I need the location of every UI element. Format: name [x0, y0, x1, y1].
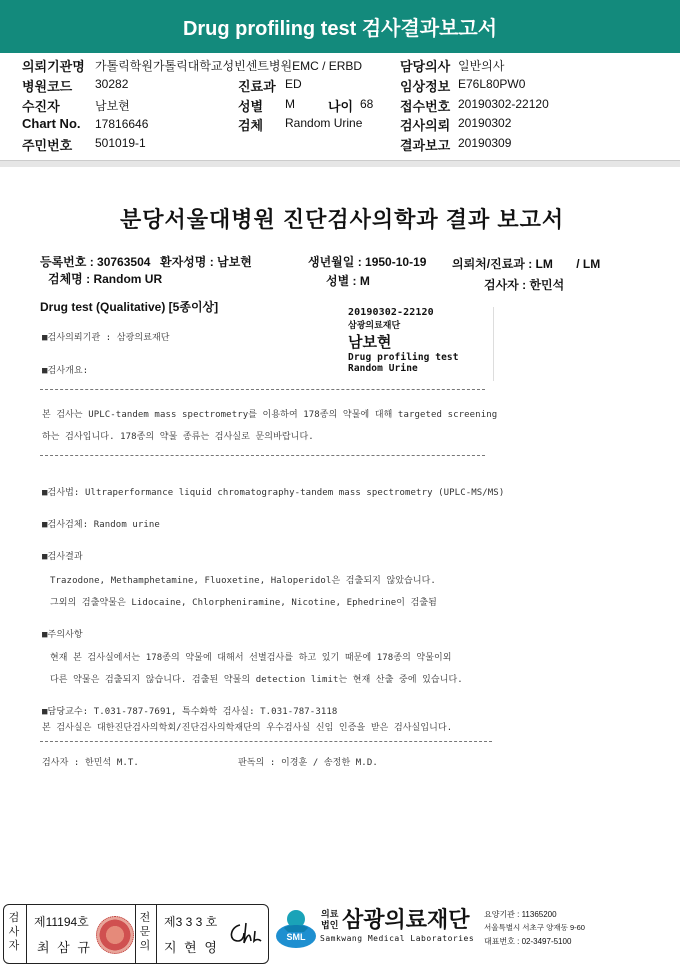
specimen-name: 검체명 : Random UR: [48, 272, 163, 286]
org-name: 삼광의료재단: [342, 907, 470, 932]
box-divider: [135, 905, 136, 963]
overview-text-2: 하는 검사입니다. 178종의 약물 종류는 검사실로 문의바랍니다.: [42, 432, 314, 442]
institution-label: 의뢰기관명: [22, 59, 85, 74]
footer-tester: 검사자 : 한민석 M.T.: [42, 758, 139, 768]
report-heading: 분당서울대병원 진단검사의학과 결과 보고서: [120, 207, 565, 232]
specimen-value: Random Urine: [285, 116, 363, 130]
org-prefix: [321, 909, 338, 931]
test-title: Drug test (Qualitative) [5종이상]: [40, 300, 219, 314]
scanned-report: [0, 167, 680, 968]
specimen-label-sticker: [348, 307, 494, 381]
institution-value: 가톨릭학원가톨릭대학교성빈센트병원EMC / ERBD: [95, 59, 363, 73]
red-seal-icon: [96, 916, 134, 954]
patient-name: 환자성명 : 남보현: [160, 255, 252, 269]
sticker-line-4: Drug profiling test: [348, 352, 459, 363]
tester-side-label: 검사자: [8, 912, 20, 952]
org-prefix-2: 법인: [321, 920, 339, 930]
patient-value: 남보현: [95, 99, 130, 113]
sml-logo-icon: [274, 906, 318, 952]
agency-line: ■검사의뢰기관 : 삼광의료재단: [42, 333, 170, 343]
dashed-rule: [40, 741, 492, 742]
overview-text-1: 본 검사는 UPLC-tandem mass spectrometry를 이용하여 178종의 약물에 대해 targeted screening: [42, 410, 498, 420]
request-label: 검사의뢰: [400, 118, 451, 133]
tester-name: 최 삼 규: [37, 940, 92, 955]
org-name-en: Samkwang Medical Laboratories: [320, 934, 475, 943]
doctor-name: 지 현 영: [164, 940, 219, 955]
report-title-bar: [0, 0, 680, 53]
sex-value: M: [285, 97, 295, 111]
sticker-line-3: 남보현: [348, 334, 392, 351]
patient-header: [0, 53, 680, 163]
hospital-code-label: 병원코드: [22, 79, 73, 94]
age-label: 나이: [328, 99, 354, 114]
tester-license: 제11194호: [34, 915, 89, 929]
request-value: 20190302: [458, 116, 512, 130]
box-divider: [26, 905, 27, 963]
sticker-line-1: 20190302-22120: [348, 307, 434, 318]
dept-label: 진료과: [238, 79, 276, 94]
doctor-side-label: 전문의: [139, 912, 151, 952]
reg-no: 등록번호 : 30763504: [40, 255, 151, 269]
institution-code: 요양기관 : 11365200: [484, 910, 557, 919]
signature-icon: [226, 919, 264, 949]
tester-field: 검사자 : 한민석: [484, 278, 565, 292]
result-text-2: 그외의 검출약물은 Lidocaine, Chlorpheniramine, Nicotine, Ephedrine이 검출됨: [50, 598, 437, 608]
org-phone: 대표번호 : 02-3497-5100: [484, 937, 572, 946]
doctor-label: 담당의사: [400, 59, 451, 74]
sticker-line-5: Random Urine: [348, 363, 418, 374]
specimen-line: ■검사검체: Random urine: [42, 520, 160, 530]
overview-heading: ■검사개요:: [42, 366, 89, 376]
request-dept: 의뢰처/진료과 : LM / LM: [452, 257, 601, 271]
result-text-1: Trazodone, Methamphetamine, Fluoxetine, Haloperidol은 검출되지 않았습니다.: [50, 576, 436, 586]
clinical-label: 임상정보: [400, 79, 451, 94]
receipt-label: 접수번호: [400, 99, 451, 114]
doctor-license: 제3 3 3 호: [164, 915, 218, 929]
age-value: 68: [360, 97, 374, 111]
resident-label: 주민번호: [22, 138, 73, 153]
caution-text-1: 현재 본 검사실에서는 178종의 약물에 대해서 선별검사를 하고 있기 때문에 178종의 약물이외: [50, 653, 452, 663]
method-line: ■검사법: Ultraperformance liquid chromatography-tandem mass spectrometry (UPLC-MS/MS): [42, 488, 505, 498]
sticker-line-2: 삼광의료재단: [348, 320, 401, 330]
dept-value: ED: [285, 77, 302, 91]
caution-text-2: 다른 약물은 검출되지 않습니다. 검출된 약물의 detection limit는 현재 산출 중에 있습니다.: [50, 675, 463, 685]
sex-field: 성별 : M: [326, 274, 370, 288]
dashed-rule: [40, 389, 485, 390]
result-heading: ■검사결과: [42, 552, 83, 562]
section-divider: [0, 160, 680, 167]
cert-line: 본 검사실은 대한진단검사의학회/진단검사의학재단의 우수검사실 신임 인증을 받은 검사실입니다.: [42, 723, 453, 733]
report-label: 결과보고: [400, 138, 451, 153]
specimen-label: 검체: [238, 118, 264, 133]
org-prefix-1: 의료: [321, 909, 339, 919]
clinical-value: E76L80PW0: [458, 77, 526, 91]
dob: 생년월일 : 1950-10-19: [308, 255, 427, 269]
signature-box: [3, 904, 269, 964]
box-divider: [156, 905, 157, 963]
report-value: 20190309: [458, 136, 512, 150]
footer-reader: 판독의 : 이경훈 / 송정한 M.D.: [238, 758, 378, 768]
resident-value: 501019-1: [95, 136, 146, 150]
receipt-value: 20190302-22120: [458, 97, 549, 111]
org-address: 서울특별시 서초구 양재동 9-60: [484, 923, 585, 932]
logo-text: SML: [286, 932, 306, 942]
chart-label: Chart No.: [22, 116, 81, 131]
contact-line: ■담당교수: T.031-787-7691, 특수화학 검사실: T.031-787-3118: [42, 707, 338, 717]
sex-label: 성별: [238, 99, 264, 114]
dashed-rule: [40, 455, 485, 456]
chart-value: 17816646: [95, 117, 149, 131]
report-title: Drug profiling test 검사결과보고서: [182, 18, 498, 40]
hospital-code-value: 30282: [95, 77, 129, 91]
caution-heading: ■주의사항: [42, 630, 83, 640]
patient-label: 수진자: [22, 99, 60, 114]
signature-footer: [0, 900, 680, 968]
doctor-value: 일반의사: [458, 59, 505, 73]
